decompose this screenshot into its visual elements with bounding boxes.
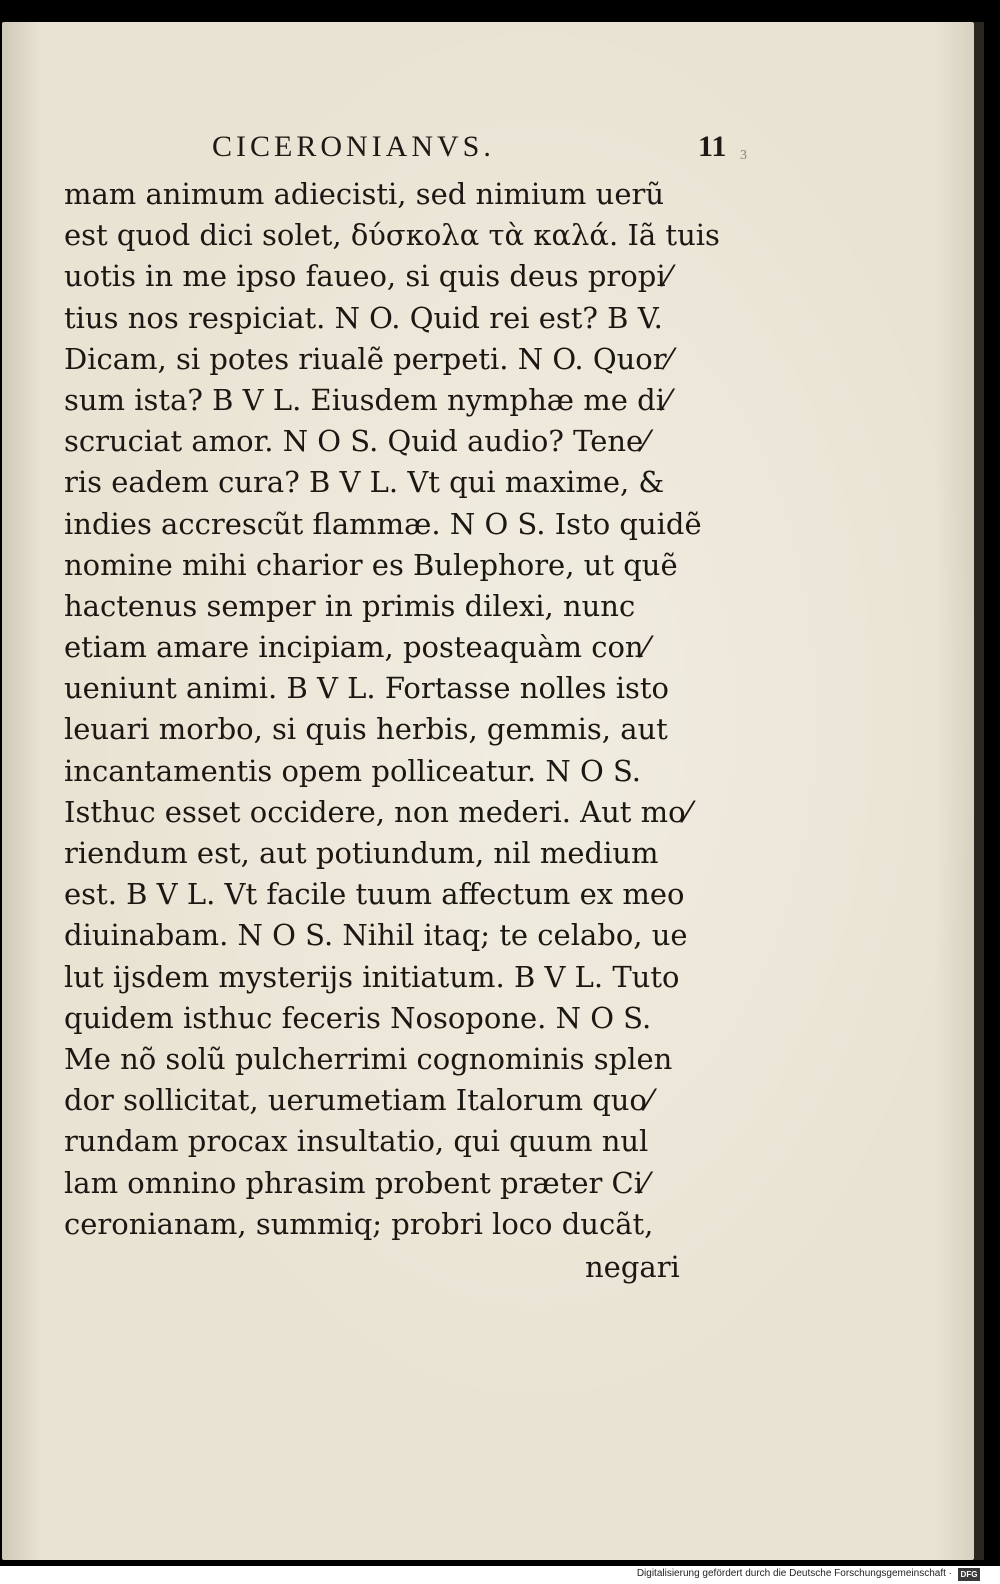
text-line: Dicam, si potes riualẽ perpeti. N O. Quor⁄ — [64, 341, 672, 376]
funding-credit: Digitalisierung gefördert durch die Deutsche Forschungsgemeinschaft · — [636, 1568, 952, 1579]
text-line: nomine mihi charior es Bulephore, ut quẽ — [64, 547, 678, 582]
text-line: diuinabam. N O S. Nihil itaq; te celabo, ue — [64, 918, 688, 953]
page-edge — [974, 22, 984, 1560]
text-line: Isthuc esset occidere, non mederi. Aut mo⁄ — [64, 794, 691, 829]
book-page — [2, 22, 974, 1560]
text-line: leuari morbo, si quis herbis, gemmis, aut — [64, 712, 668, 747]
text-line: Me nõ solũ pulcherrimi cognominis splen — [64, 1041, 673, 1076]
dfg-logo-icon: DFG — [958, 1568, 980, 1581]
text-line: rundam procax insultatio, qui quum nul — [64, 1124, 649, 1159]
text-line: mam animum adiecisti, sed nimium uerũ — [64, 177, 665, 211]
text-line: ceronianam, summiq; probri loco ducãt, — [64, 1206, 654, 1241]
text-line: hactenus semper in primis dilexi, nunc — [64, 588, 636, 623]
text-line: quidem isthuc feceris Nosopone. N O S. — [64, 1000, 652, 1035]
body-text — [64, 174, 724, 1245]
text-line: est. B V L. Vt facile tuum affectum ex meo — [64, 877, 685, 912]
text-line: indies accrescũt flammæ. N O S. Isto quidẽ — [64, 506, 702, 541]
text-line: riendum est, aut potiundum, nil medium — [64, 836, 659, 870]
catchword: negari — [585, 1250, 680, 1284]
text-line: lut ijsdem mysterijs initiatum. B V L. Tuto — [64, 959, 680, 994]
text-line: dor sollicitat, uerumetiam Italorum quo⁄ — [64, 1083, 652, 1118]
folio-number: 11 — [698, 130, 727, 163]
text-line: est quod dici solet, δύσκολα τὰ καλά. Iã tuis — [64, 218, 720, 253]
folio-mark: 3 — [740, 148, 747, 163]
running-title: CICERONIANVS. — [212, 130, 495, 163]
text-line: tius nos respiciat. N O. Quid rei est? B V. — [64, 300, 663, 335]
text-line: lam omnino phrasim probent præter Ci⁄ — [64, 1165, 648, 1200]
page-header — [212, 130, 772, 170]
text-line: uotis in me ipso faueo, si quis deus propi⁄ — [64, 259, 671, 294]
text-line: sum ista? B V L. Eiusdem nymphæ me di⁄ — [64, 382, 670, 417]
text-line: scruciat amor. N O S. Quid audio? Tene⁄ — [64, 424, 649, 459]
text-line: ueniunt animi. B V L. Fortasse nolles isto — [64, 671, 670, 706]
text-line: ris eadem cura? B V L. Vt qui maxime, & — [64, 465, 665, 500]
text-line: etiam amare incipiam, posteaquàm con⁄ — [64, 630, 649, 665]
text-line: incantamentis opem polliceatur. N O S. — [64, 753, 641, 788]
